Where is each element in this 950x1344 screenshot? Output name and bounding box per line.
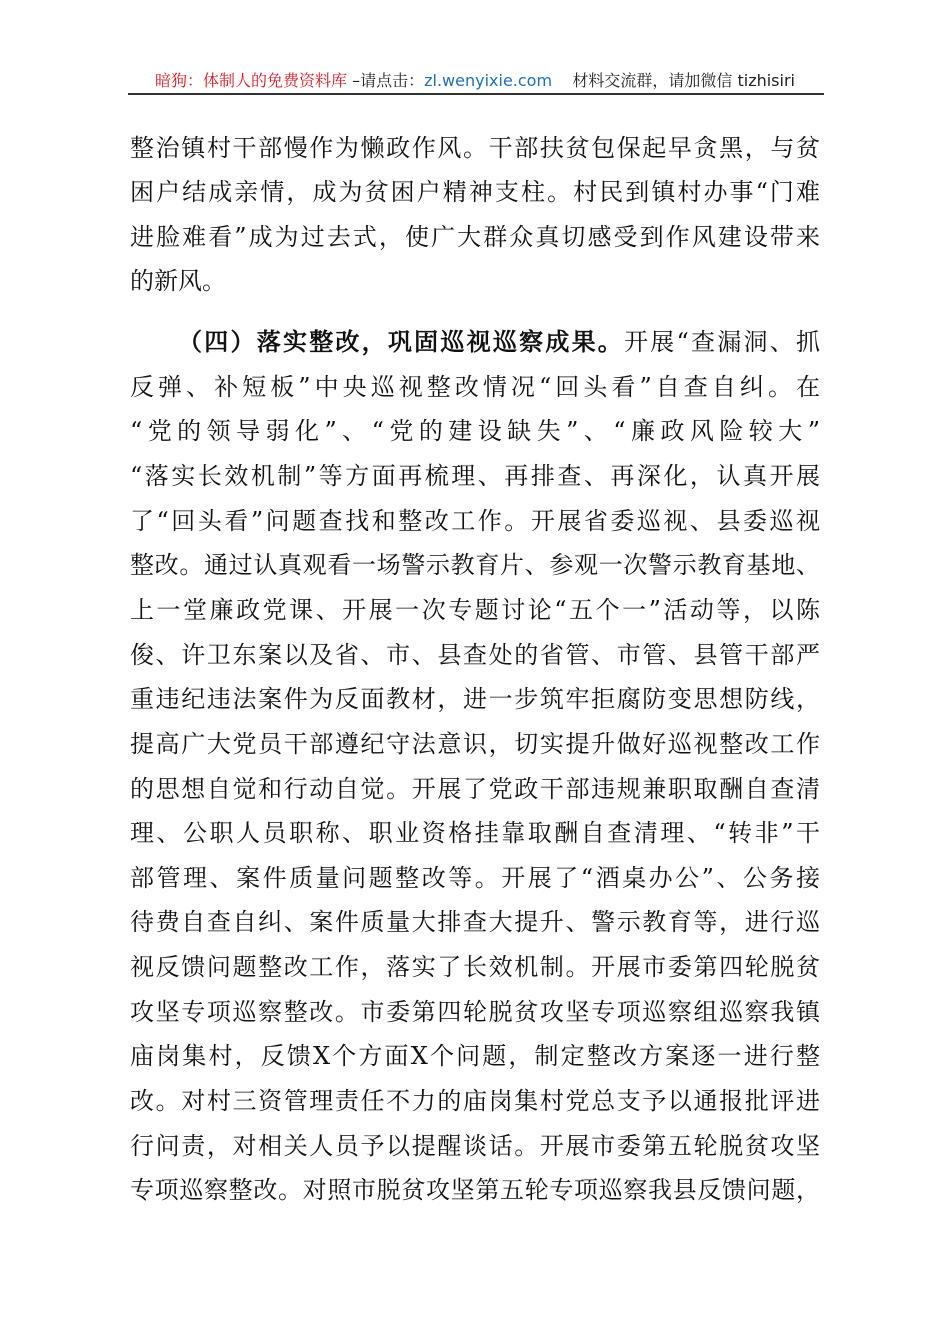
text-line: 提高广大党员干部遵纪守法意识，切实提升做好巡视整改工作 (130, 729, 820, 758)
text-line: 待费自查自纠、案件质量大排查大提升、警示教育等，进行巡 (130, 908, 820, 937)
text-line: “落实长效机制”等方面再梳理、再排查、再深化，认真开展 (130, 461, 820, 490)
text-line: 的新风。 (130, 267, 226, 296)
text-line: 改。对村三资管理责任不力的庙岗集村党总支予以通报批评进 (130, 1087, 820, 1116)
header-divider (128, 93, 824, 95)
text-line: 整改。通过认真观看一场警示教育片、参观一次警示教育基地、 (130, 551, 820, 580)
section-heading: （四）落实整改，巩固巡视巡察成果。 (178, 327, 625, 356)
text-line: 整治镇村干部慢作为懒政作风。干部扶贫包保起早贪黑，与贫 (130, 134, 820, 162)
text-line: 俊、许卫东案以及省、市、县查处的省管、市管、县管干部严 (130, 640, 820, 669)
paragraph-first-line (178, 325, 820, 359)
header-site-name: 暗狗：体制人的免费资料库 (155, 71, 348, 90)
text-line: 部管理、案件质量问题整改等。开展了“酒桌办公”、公务接 (130, 863, 820, 892)
text-line: 了“回头看”问题查找和整改工作。开展省委巡视、县委巡视 (130, 506, 820, 535)
text-line: 庙岗集村，反馈X个方面X个问题，制定整改方案逐一进行整 (130, 1042, 820, 1071)
text-line: 反弹、补短板”中央巡视整改情况“回头看”自查自纠。在 (130, 372, 820, 401)
text-line: 视反馈问题整改工作，落实了长效机制。开展市委第四轮脱贫 (130, 953, 820, 982)
text-line: 行问责，对相关人员予以提醒谈话。开展市委第五轮脱贫攻坚 (130, 1131, 820, 1160)
text-line: 进脸难看”成为过去式，使广大群众真切感受到作风建设带来 (130, 222, 820, 251)
text-line: 困户结成亲情，成为贫困户精神支柱。村民到镇村办事“门难 (130, 178, 820, 207)
header-link[interactable]: zl.wenyixie.com (424, 71, 553, 90)
text-line: 攻坚专项巡察整改。市委第四轮脱贫攻坚专项巡察组巡察我镇 (130, 997, 820, 1026)
text-line: 上一堂廉政党课、开展一次专题讨论“五个一”活动等，以陈 (130, 595, 820, 624)
text-line: 的思想自觉和行动自觉。开展了党政干部违规兼职取酬自查清 (130, 774, 820, 803)
text-line: 理、公职人员职称、职业资格挂靠取酬自查清理、“转非”干 (130, 819, 820, 848)
text-line: “党的领导弱化”、“党的建设缺失”、“廉政风险较大” (130, 417, 820, 446)
header-prompt: –请点击： (347, 71, 425, 90)
text-line: 专项巡察整改。对照市脱贫攻坚第五轮专项巡察我县反馈问题， (130, 1176, 820, 1205)
text-run: 开展“查漏洞、抓 (624, 328, 820, 356)
header-contact: 材料交流群，请加微信 tizhisiri (572, 71, 795, 90)
text-line: 重违纪违法案件为反面教材，进一步筑牢拒腐防变思想防线， (130, 685, 820, 714)
page-header (130, 68, 820, 91)
